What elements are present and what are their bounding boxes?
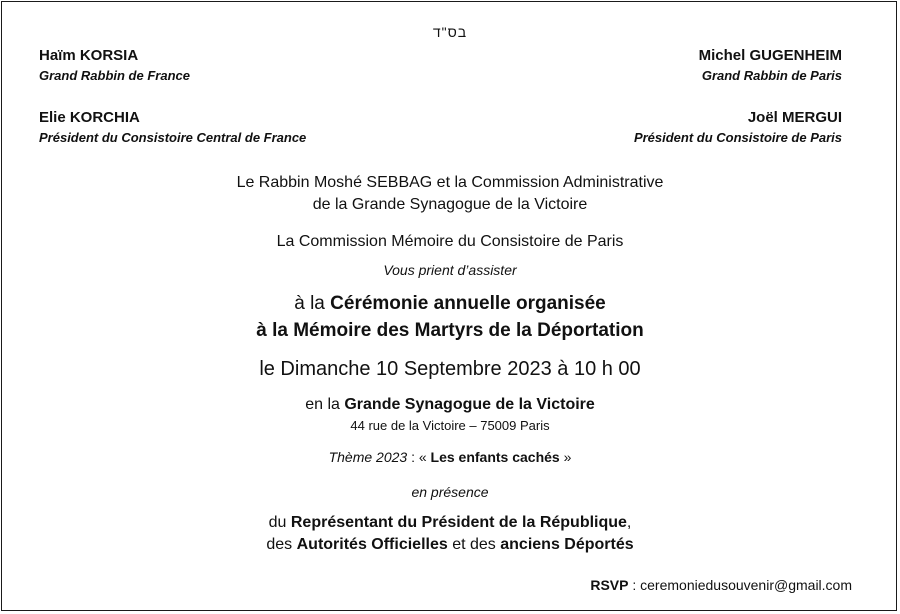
theme-separator: : « [407,449,431,465]
ceremony-line-1 [2,290,898,317]
theme-label: Thème 2023 [328,449,408,465]
ceremony-prefix: à la [294,293,331,314]
location-name: Grande Synagogue de la Victoire [344,396,595,413]
ceremony-title [2,290,898,344]
invitation-card [1,1,897,611]
hosts-line-2: de la Grande Synagogue de la Victoire [312,196,588,213]
signatory-title: Président du Consistoire Central de France [39,130,307,145]
presence-prefix: du [268,514,291,531]
signatory-name: Elie KORCHIA [39,109,140,126]
location-prefix: en la [305,396,345,413]
hosts-block [2,172,898,216]
ceremony-name: Cérémonie annuelle organisée [330,293,606,314]
rsvp-label: RSVP [590,577,629,593]
presence-line-2 [2,534,898,556]
invite-line: Vous prient d’assister [383,262,517,278]
presence-connector: et des [447,536,501,553]
rsvp-separator: : [628,577,641,593]
presence-prefix: des [266,536,297,553]
signatory-korsia [39,47,190,83]
theme-line [2,449,898,465]
signatory-gugenheim [699,47,842,83]
signatory-name: Michel GUGENHEIM [698,47,842,64]
location-address: 44 rue de la Victoire – 75009 Paris [350,418,550,433]
theme-close: » [559,449,572,465]
signatory-title: Grand Rabbin de France [39,68,190,83]
signatory-title: Grand Rabbin de Paris [701,68,842,83]
presence-comma: , [626,514,632,531]
presence-block [2,512,898,556]
presence-authorities: Autorités Officielles [296,536,448,553]
rsvp-line [590,577,852,593]
signatory-korchia [39,109,306,145]
theme-value: Les enfants cachés [430,449,560,465]
signatory-title: Président du Consistoire de Paris [633,130,842,145]
signatory-mergui [634,109,842,145]
ceremony-line-2: à la Mémoire des Martyrs de la Déportation [256,320,644,341]
hebrew-header: בס"ד [432,24,468,40]
commission-line: La Commission Mémoire du Consistoire de Paris [276,233,624,250]
presence-intro: en présence [411,484,489,500]
signatory-name: Joël MERGUI [747,109,842,126]
presence-representative: Représentant du Président de la République [290,514,627,531]
signatory-name: Haïm KORSIA [39,47,139,64]
rsvp-email[interactable]: ceremoniedusouvenir@gmail.com [640,577,852,593]
presence-deportees: anciens Déportés [500,536,634,553]
event-date: le Dimanche 10 Septembre 2023 à 10 h 00 [259,358,641,380]
presence-line-1 [2,512,898,534]
location-line [2,396,898,414]
hosts-line-1: Le Rabbin Moshé SEBBAG et la Commission Administrative [236,174,664,191]
